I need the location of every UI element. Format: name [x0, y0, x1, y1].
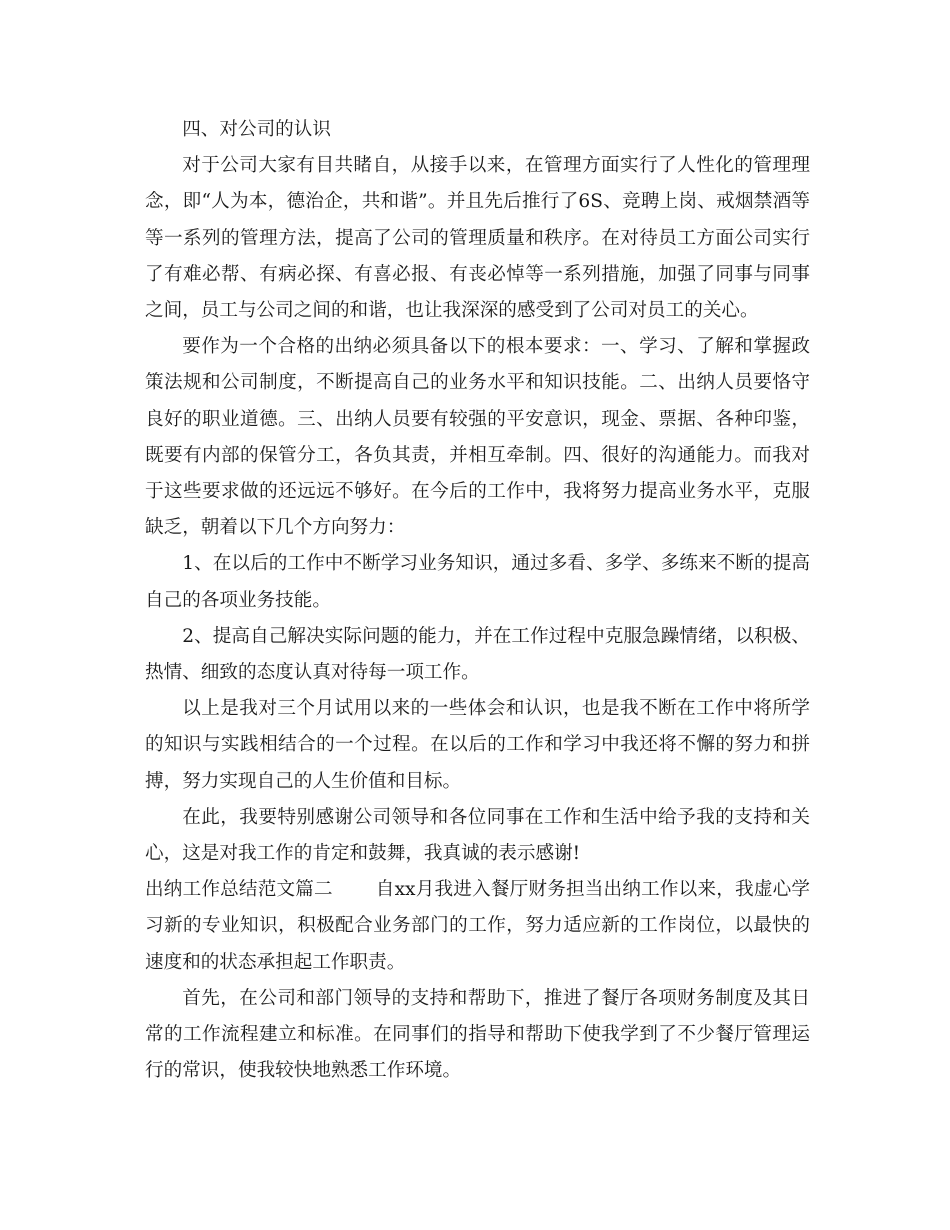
- document-body: [145, 112, 810, 1089]
- paragraph-company-recognition: 对于公司大家有目共睹自，从接手以来，在管理方面实行了人性化的管理理念，即“人为本，德治企，共和谐”。并且先后推行了6S、竞聘上岗、戒烟禁酒等等一系列的管理方法，提高了公司的管理质量和秩序。在对待员工方面公司实行了有难必帮、有病必探、有喜必报、有丧必悼等一系列措施，加强了同事与同事之间，员工与公司之间的和谐，也让我深深的感受到了公司对员工的关心。: [145, 155, 810, 322]
- paragraph-summary: 以上是我对三个月试用以来的一些体会和认识，也是我不断在工作中将所学的知识与实践相结合的一个过程。在以后的工作和学习中我还将不懈的努力和拼搏，努力实现自己的人生价值和目标。: [145, 698, 810, 792]
- list-item-2: 2、提高自己解决实际问题的能力，并在工作过程中克服急躁情绪，以积极、热情、细致的态度认真对待每一项工作。: [145, 625, 810, 684]
- paragraph-thanks: 在此，我要特别感谢公司领导和各位同事在工作和生活中给予我的支持和关心，这是对我工作的肯定和鼓舞，我真诚的表示感谢!: [145, 806, 810, 865]
- paragraph-first: 首先，在公司和部门领导的支持和帮助下，推进了餐厅各项财务制度及其日常的工作流程建立和标准。在同事们的指导和帮助下使我学到了不少餐厅管理运行的常识，使我较快地熟悉工作环境。: [145, 987, 810, 1082]
- part2-block: [145, 872, 810, 981]
- section-heading: 四、对公司的认识: [182, 119, 331, 140]
- paragraph-part2-intro: 自xx月我进入餐厅财务担当出纳工作以来，我虚心学习新的专业知识，积极配合业务部门的工作，努力适应新的工作岗位，以最快的速度和的状态承担起工作职责。: [145, 879, 810, 973]
- list-item-1: 1、在以后的工作中不断学习业务知识，通过多看、多学、多练来不断的提高自己的各项业务技能。: [145, 553, 810, 611]
- paragraph-requirements: 要作为一个合格的出纳必须具备以下的根本要求：一、学习、了解和掌握政策法规和公司制度，不断提高自己的业务水平和知识技能。二、出纳人员要恪守良好的职业道德。三、出纳人员要有较强的平安意识，现金、票据、各种印鉴，既要有内部的保管分工，各负其责，并相互牵制。四、很好的沟通能力。而我对于这些要求做的还远远不够好。在今后的工作中，我将努力提高业务水平，克服缺乏，朝着以下几个方向努力：: [145, 336, 810, 539]
- part2-title: 出纳工作总结范文篇二: [145, 879, 333, 901]
